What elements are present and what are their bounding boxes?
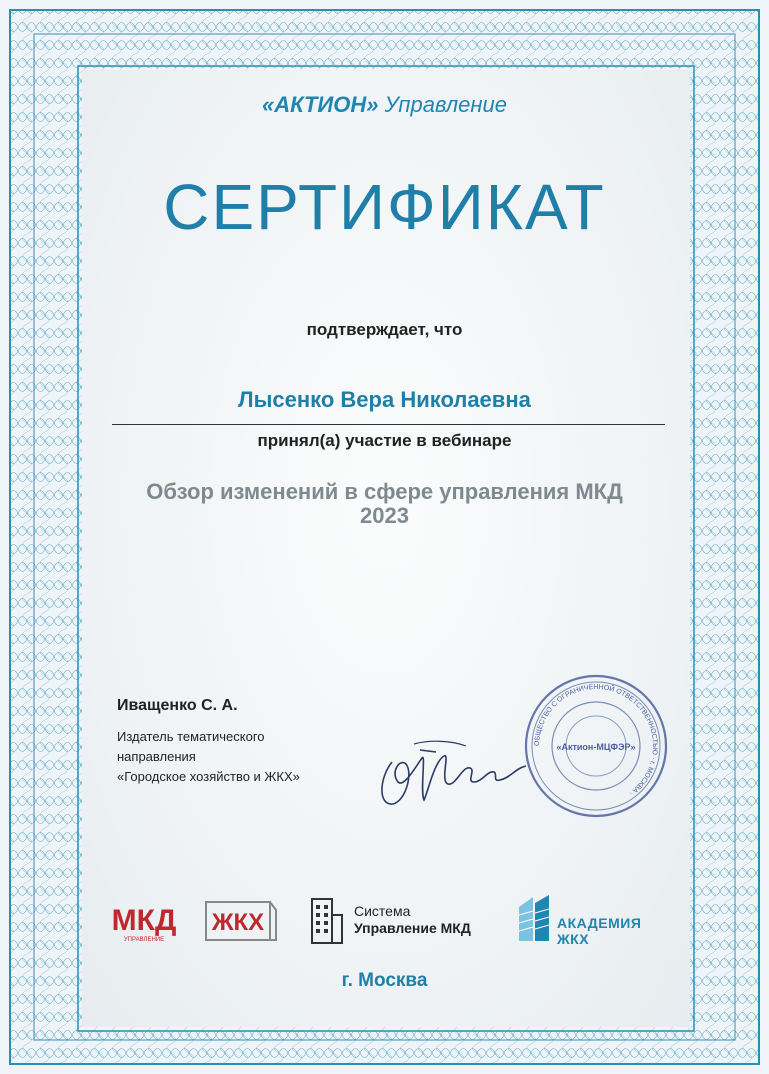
signer-role-line: Издатель тематического bbox=[117, 729, 265, 744]
system-mkd-logo bbox=[306, 897, 496, 945]
publisher-logo-brand: «АКТИОН» bbox=[262, 92, 379, 117]
webinar-title-block bbox=[0, 480, 769, 528]
academy-logo-text: АКАДЕМИЯ ЖКХ bbox=[557, 915, 642, 947]
mkd-logo-text: МКД bbox=[112, 904, 176, 937]
zhkh-logo-text: ЖКХ bbox=[211, 909, 265, 936]
signer-role bbox=[117, 727, 300, 787]
confirms-text: подтверждает, что bbox=[306, 320, 463, 339]
handwritten-signature bbox=[370, 722, 540, 812]
webinar-title: Обзор изменений в сфере управления МКД bbox=[146, 479, 623, 504]
mkd-logo bbox=[112, 898, 176, 944]
academy-zhkh-logo bbox=[517, 893, 677, 947]
certificate-title: СЕРТИФИКАТ bbox=[163, 171, 606, 243]
seal-center-text: «Актион-МЦФЭР» bbox=[556, 742, 636, 752]
signer-role-line: направления bbox=[117, 749, 196, 764]
seal-ring-text: ОБЩЕСТВО С ОГРАНИЧЕННОЙ ОТВЕТСТВЕННОСТЬЮ · г. МОСКВА · bbox=[533, 683, 659, 797]
signer-role-line: «Городское хозяйство и ЖКХ» bbox=[117, 769, 300, 784]
mkd-logo-subtext: УПРАВЛЕНИЕ bbox=[123, 937, 165, 943]
system-logo-line1: Система bbox=[354, 903, 411, 919]
publisher-logo-suffix: Управление bbox=[384, 92, 507, 117]
building-icon bbox=[306, 897, 346, 945]
name-underline bbox=[112, 424, 665, 425]
recipient-name: Лысенко Вера Николаевна bbox=[238, 387, 531, 412]
participation-text: принял(а) участие в вебинаре bbox=[257, 431, 512, 450]
city-text: г. Москва bbox=[341, 970, 428, 991]
signer-name: Иващенко С. А. bbox=[117, 697, 238, 714]
webinar-year: 2023 bbox=[360, 503, 409, 528]
academy-building-icon bbox=[517, 893, 553, 943]
system-logo-line2: Управление МКД bbox=[354, 920, 471, 936]
publisher-logo bbox=[0, 92, 769, 118]
company-seal bbox=[522, 672, 670, 820]
zhkh-logo bbox=[204, 896, 278, 944]
